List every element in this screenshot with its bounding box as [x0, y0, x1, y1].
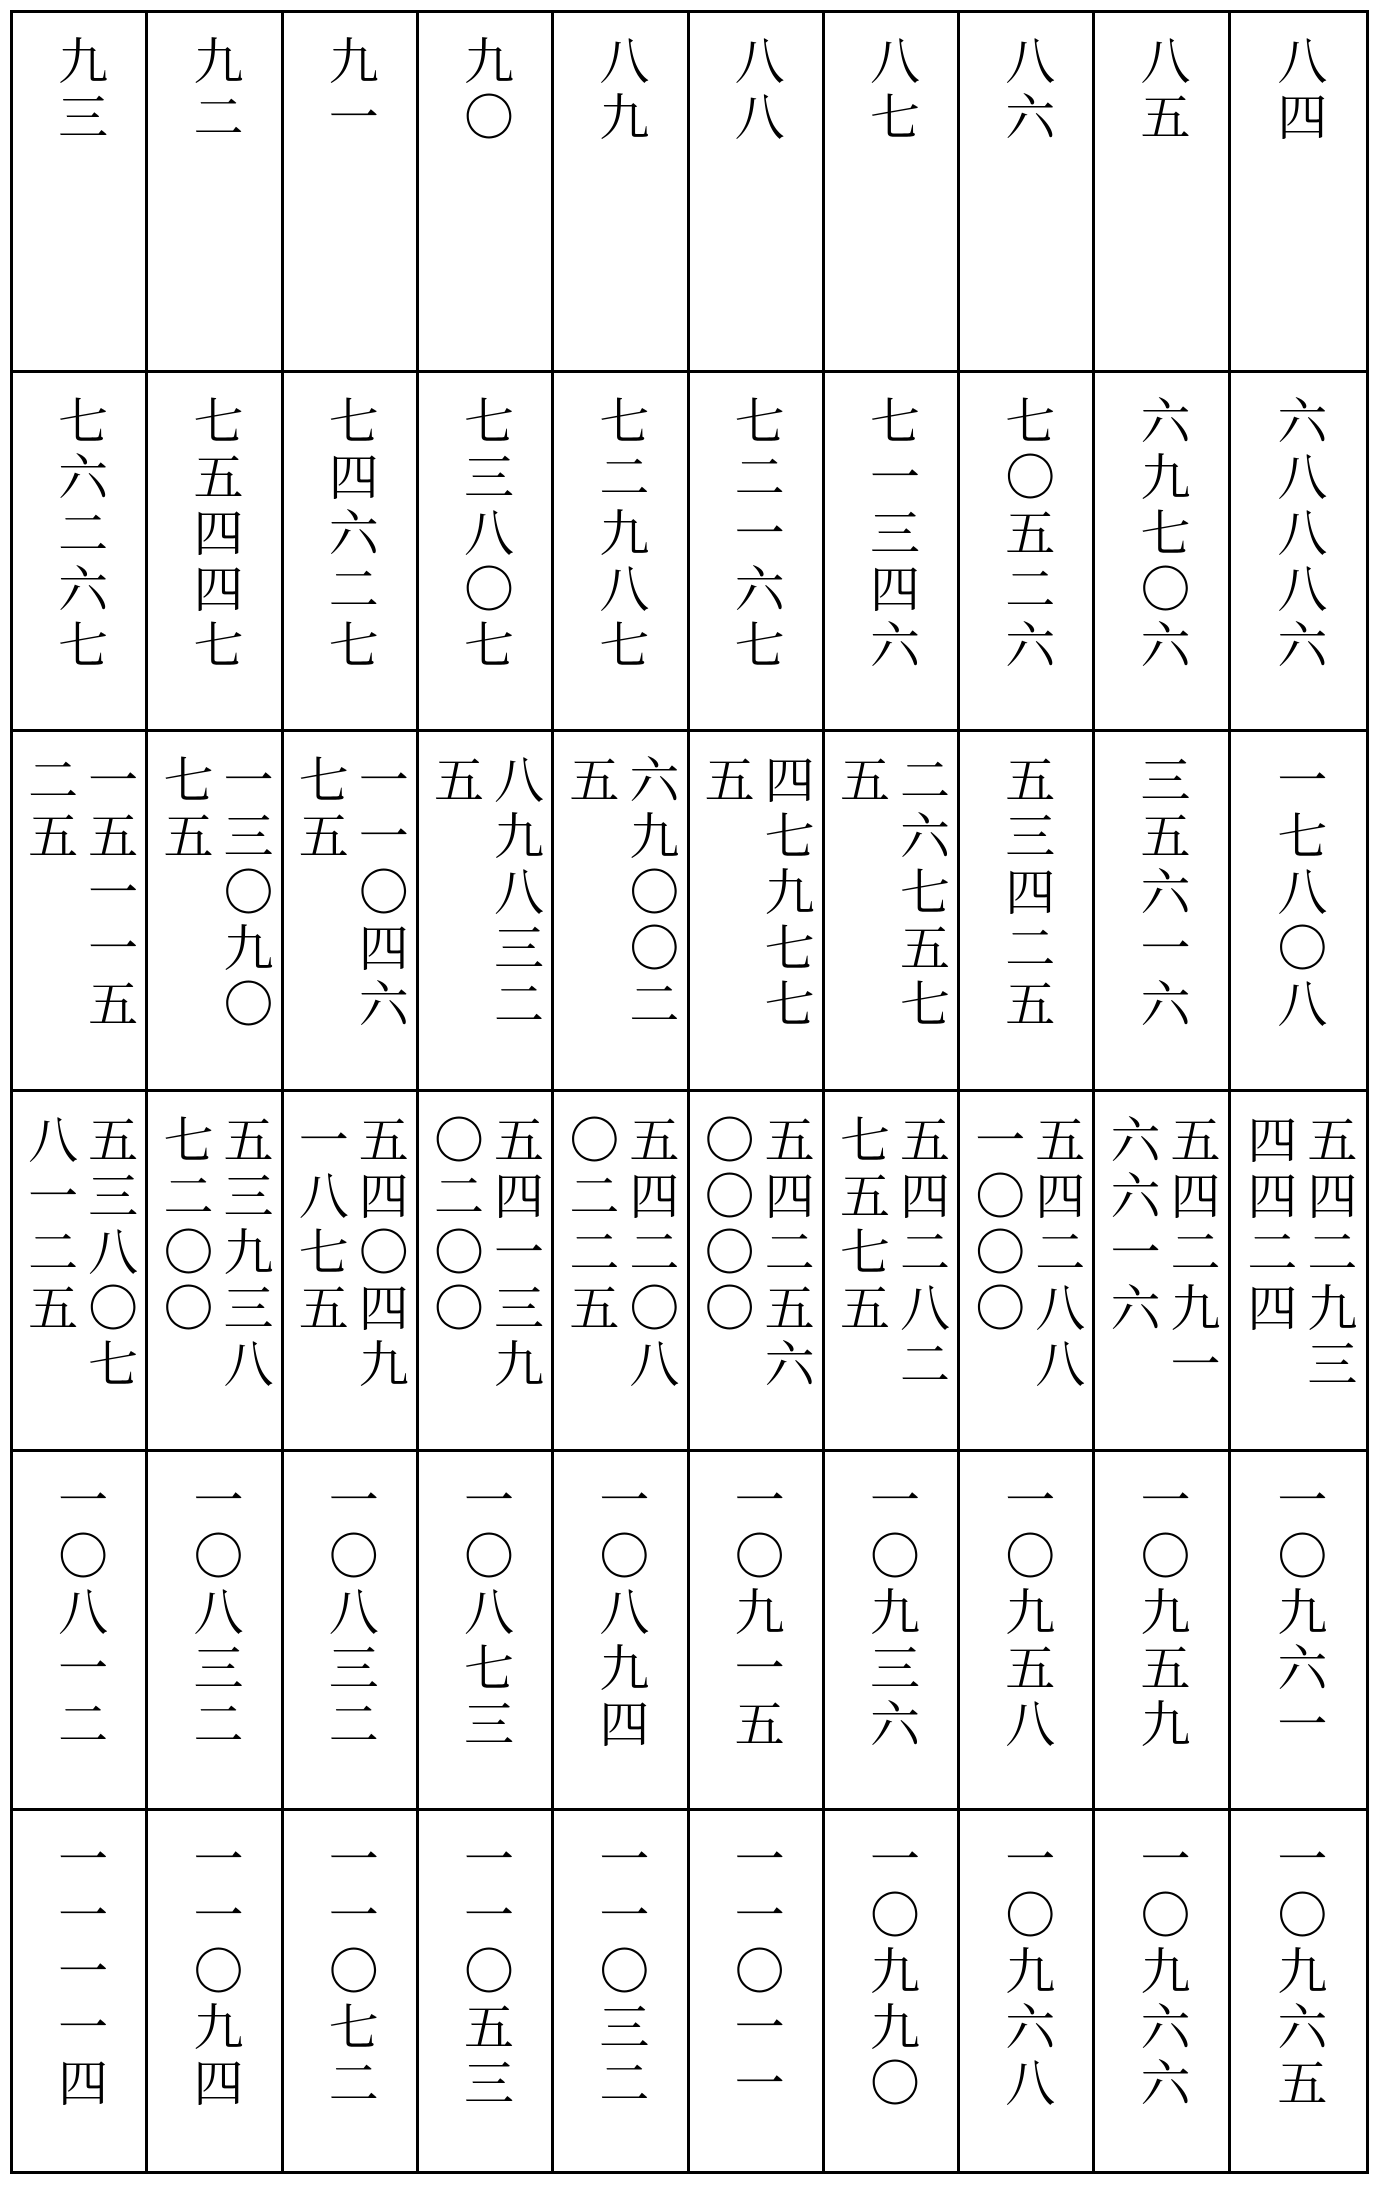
cell-text: 七五	[155, 754, 214, 867]
table-cell	[148, 373, 283, 733]
cell-text: 五四二九一	[1162, 1113, 1221, 1394]
table-cell	[1231, 1092, 1366, 1452]
table-cell	[554, 1811, 689, 2171]
cell-text: 八一二五	[20, 1113, 79, 1338]
cell-text: 一〇九六八	[997, 1833, 1056, 2114]
table-cell	[148, 732, 283, 1092]
cell-text: 一〇九六五	[1269, 1833, 1328, 2114]
cell-text: 七四六二七	[320, 394, 379, 675]
table-cell	[419, 732, 554, 1092]
cell-text: 九二	[185, 35, 244, 147]
table-cell	[284, 1811, 419, 2171]
table-cell	[1095, 13, 1230, 373]
table-cell	[825, 732, 960, 1092]
cell-text: 一一〇四六	[350, 754, 409, 1035]
cell-text: 一〇九一五	[726, 1473, 785, 1754]
table-cell	[1095, 1092, 1230, 1452]
cell-text: 一〇九三六	[861, 1473, 920, 1754]
cell-text: 五三八〇七	[80, 1113, 139, 1394]
table-cell	[960, 1092, 1095, 1452]
table-cell	[148, 1092, 283, 1452]
cell-text: 三五六一六	[1132, 754, 1191, 1035]
table-cell	[554, 373, 689, 733]
cell-text: 一〇八一二	[50, 1473, 109, 1754]
table-cell	[690, 1811, 825, 2171]
table-cell	[554, 1452, 689, 1812]
cell-text: 一〇八九四	[591, 1473, 650, 1754]
table-cell	[1095, 373, 1230, 733]
cell-text: 七二一六七	[726, 394, 785, 675]
cell-text: 四七九七七	[756, 754, 815, 1035]
cell-text: 五	[561, 754, 620, 811]
table-cell	[554, 1092, 689, 1452]
table-cell	[1231, 732, 1366, 1092]
cell-text: 五三四二五	[997, 754, 1056, 1035]
table-cell	[284, 13, 419, 373]
cell-text: 六九〇〇二	[621, 754, 680, 1035]
table-cell	[690, 1452, 825, 1812]
table-cell	[284, 1452, 419, 1812]
table-cell	[1095, 1452, 1230, 1812]
table-cell	[284, 1092, 419, 1452]
cell-text: 五四二八二	[891, 1113, 950, 1394]
cell-text: 九一	[320, 35, 379, 147]
cell-text: 八九八三二	[486, 754, 545, 1035]
table-cell	[825, 1811, 960, 2171]
table-cell	[13, 1452, 148, 1812]
table-cell	[1095, 1811, 1230, 2171]
table-cell	[1231, 373, 1366, 733]
cell-text: 五	[426, 754, 485, 811]
table-cell	[13, 13, 148, 373]
cell-text: 七〇五二六	[997, 394, 1056, 675]
cell-text: 一〇九六六	[1132, 1833, 1191, 2114]
table-cell	[1095, 732, 1230, 1092]
table-cell	[825, 373, 960, 733]
cell-text: 一七八〇八	[1269, 754, 1328, 1035]
cell-text: 一〇八七三	[456, 1473, 515, 1754]
cell-text: 二六七五七	[891, 754, 950, 1035]
table-cell	[825, 1092, 960, 1452]
cell-text: 一〇九九〇	[861, 1833, 920, 2114]
cell-text: 一〇九六一	[1269, 1473, 1328, 1754]
cell-text: 八六	[997, 35, 1056, 147]
cell-text: 五四二〇八	[621, 1113, 680, 1394]
cell-text: 二五	[20, 754, 79, 867]
cell-text: 七二九八七	[591, 394, 650, 675]
table-cell	[13, 1811, 148, 2171]
cell-text: 五四二八八	[1027, 1113, 1086, 1394]
cell-text: 五四〇四九	[350, 1113, 409, 1394]
cell-text: 一五一一五	[80, 754, 139, 1035]
cell-text: 一一〇三二	[591, 1833, 650, 2114]
cell-text: 一〇九五九	[1132, 1473, 1191, 1754]
table-cell	[690, 732, 825, 1092]
cell-text: 六九七〇六	[1132, 394, 1191, 675]
cell-text: 七三八〇七	[456, 394, 515, 675]
cell-text: 七六二六七	[50, 394, 109, 675]
cell-text: 七二〇〇	[155, 1113, 214, 1338]
table-cell	[554, 732, 689, 1092]
cell-text: 五四二五六	[756, 1113, 815, 1394]
table-cell	[960, 1452, 1095, 1812]
cell-text: 五四二九三	[1299, 1113, 1358, 1394]
table-cell	[554, 13, 689, 373]
table-cell	[419, 373, 554, 733]
table-cell	[13, 373, 148, 733]
cell-text: 一一〇七二	[320, 1833, 379, 2114]
table-cell	[148, 13, 283, 373]
table-cell	[419, 1811, 554, 2171]
cell-text: 七一三四六	[861, 394, 920, 675]
table-cell	[690, 373, 825, 733]
cell-text: 〇〇〇〇	[696, 1113, 755, 1338]
cell-text: 八九	[591, 35, 650, 147]
table-cell	[284, 732, 419, 1092]
cell-text: 八五	[1132, 35, 1191, 147]
table-cell	[825, 13, 960, 373]
cell-text: 一八七五	[290, 1113, 349, 1338]
table-cell	[419, 13, 554, 373]
cell-text: 八八	[726, 35, 785, 147]
table-cell	[13, 1092, 148, 1452]
cell-text: 一〇九五八	[997, 1473, 1056, 1754]
cell-text: 八七	[861, 35, 920, 147]
cell-text: 七五四四七	[185, 394, 244, 675]
cell-text: 五	[831, 754, 890, 811]
cell-text: 五	[696, 754, 755, 811]
cell-text: 九〇	[456, 35, 515, 147]
table-cell	[690, 1092, 825, 1452]
cell-text: 一〇八三二	[320, 1473, 379, 1754]
cell-text: 一一〇九四	[185, 1833, 244, 2114]
cell-text: 一三〇九〇	[215, 754, 274, 1035]
cell-text: 一一〇五三	[456, 1833, 515, 2114]
cell-text: 〇二〇〇	[426, 1113, 485, 1338]
cell-text: 九三	[50, 35, 109, 147]
table-cell	[960, 732, 1095, 1092]
table-cell	[1231, 13, 1366, 373]
cell-text: 一一一一四	[50, 1833, 109, 2114]
table-cell	[148, 1811, 283, 2171]
table-cell	[960, 1811, 1095, 2171]
table-cell	[284, 373, 419, 733]
cell-text: 四四二四	[1239, 1113, 1298, 1338]
cell-text: 五四一三九	[486, 1113, 545, 1394]
cell-text: 七五七五	[831, 1113, 890, 1338]
cell-text: 六六一六	[1102, 1113, 1161, 1338]
cell-text: 八四	[1269, 35, 1328, 147]
table-cell	[690, 13, 825, 373]
cell-text: 七五	[290, 754, 349, 867]
table-cell	[1231, 1452, 1366, 1812]
cell-text: 一一〇一一	[726, 1833, 785, 2114]
numeral-table	[10, 10, 1369, 2174]
cell-text: 一〇〇〇	[967, 1113, 1026, 1338]
table-cell	[825, 1452, 960, 1812]
table-cell	[13, 732, 148, 1092]
table-cell	[960, 13, 1095, 373]
table-cell	[960, 373, 1095, 733]
cell-text: 一〇八三二	[185, 1473, 244, 1754]
table-cell	[1231, 1811, 1366, 2171]
cell-text: 六八八八六	[1269, 394, 1328, 675]
table-cell	[419, 1452, 554, 1812]
cell-text: 五三九三八	[215, 1113, 274, 1394]
cell-text: 〇二二五	[561, 1113, 620, 1338]
table-cell	[148, 1452, 283, 1812]
table-cell	[419, 1092, 554, 1452]
